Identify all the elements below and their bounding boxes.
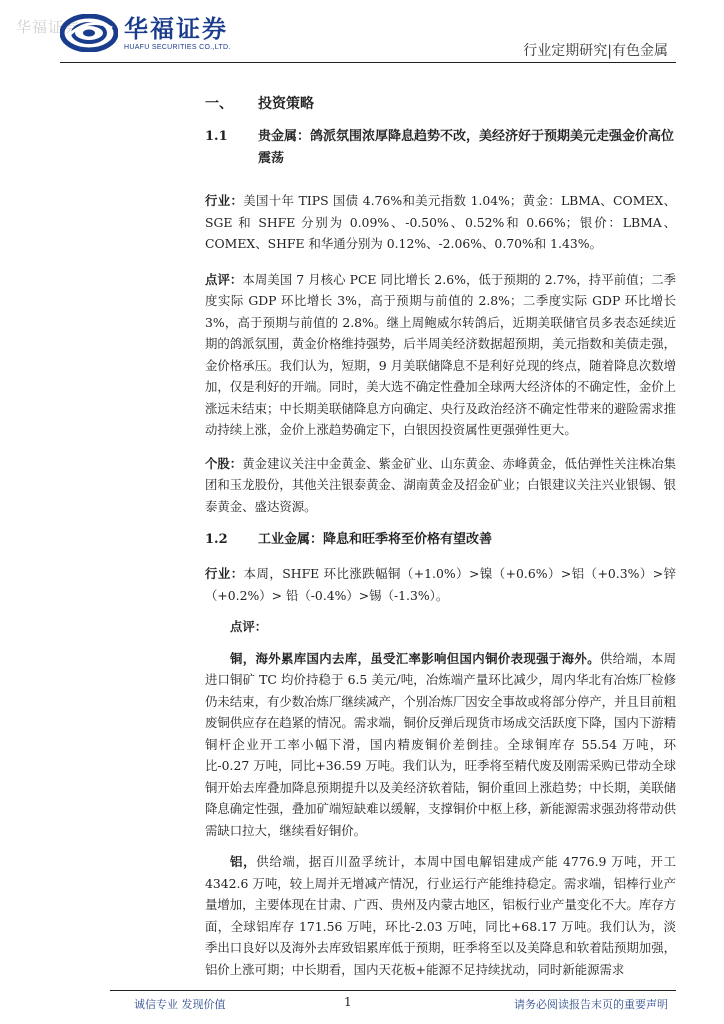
stock-label: 个股： (205, 455, 243, 471)
aluminum-text: 供给端，据百川盈孚统计，本周中国电解铝建成产能 4776.9 万吨，开工 4342.6 万吨，较上周并无增减产情况，行业运行产能维持稳定。需求端，铝棒行业产量增加，主要体现在甘肃、广西、贵州及内蒙古地区，铝板行业产量变化不大。库存方面，全球铝库存 171.56 万吨，环比-2.03 万吨，同比+68.17 万吨。我们认为，淡季出口良好以及海外去库致铝累库低于预期，旺季将至以及美降息和软着陆预期加强，铝价上涨可期；中长期看，国内天花板+能源不足持续扰动，同时新能源需求 (205, 854, 677, 977)
logo-english-name: HUAFU SECURITIES CO.,LTD. (124, 43, 231, 51)
header-divider (60, 62, 676, 63)
subsection-number: 1.1 (205, 129, 228, 144)
subsection-title: 工业金属：降息和旺季将至价格有望改善 (258, 532, 493, 547)
watermark-text: 华福证券 (16, 18, 81, 36)
copper-paragraph (205, 648, 676, 842)
subsection-heading-1-1 (205, 126, 676, 170)
industry-label: 行业： (205, 193, 244, 208)
logo-swirl-icon (60, 14, 118, 52)
industry-label: 行业： (205, 566, 244, 581)
aluminum-paragraph (205, 851, 676, 980)
subsection-heading-1-2 (205, 529, 676, 551)
main-content (205, 90, 676, 980)
stock-text: 黄金建议关注中金黄金、紫金矿业、山东黄金、赤峰黄金，低估弹性关注株冶集团和玉龙股份，其他关注银泰黄金、湖南黄金及招金矿业；白银建议关注兴业银锡、银泰黄金、盛达资源。 (205, 455, 677, 514)
copper-lead: 铜，海外累库国内去库，虽受汇率影响但国内铜价表现强于海外。 (230, 650, 600, 666)
section-heading (205, 90, 676, 118)
comment-text: 本周美国 7 月核心 PCE 同比增长 2.6%，低于预期的 2.7%，持平前值；二季度实际 GDP 环比增长 3%，高于预期与前值的 2.8%；二季度实际 GDP 环比增长 3%，高于预期与前值的 2.8%。继上周鲍威尔转鸽后，近期美联储官员多表态延续近期的鸽派氛围，黄金价格维持强势，后半周美经济数据超预期，美元指数和美债走强，金价格承压。我们认为，短期，9 月美联储降息不是利好兑现的终点，随着降息次数增加，仅是利好的开端。同时，美大选不确定性叠加全球两大经济体的不确定性，金价上涨远未结束；中长期美联储降息方向确定、央行及政治经济不确定性带来的避险需求推动持续上涨，金价上涨趋势确定下，白银因投资属性更强弹性更大。 (205, 271, 676, 437)
section-title: 投资策略 (258, 96, 314, 112)
section-number: 一、 (205, 96, 233, 112)
footer-disclaimer: 请务必阅读报告末页的重要声明 (514, 998, 668, 1011)
page-number: 1 (344, 995, 352, 1009)
precious-comment-paragraph (205, 269, 676, 441)
subsection-title: 贵金属：鸽派氛围浓厚降息趋势不改，美经济好于预期美元走强金价高位震荡 (258, 129, 675, 166)
comment-label: 点评： (230, 619, 268, 634)
precious-industry-paragraph (205, 190, 676, 255)
industry-text: 本周，SHFE 环比涨跌幅铜（+1.0%）>镍（+0.6%）>铝（+0.3%）>锌（+0.2%）> 铅（-0.4%）>锡（-1.3%）。 (205, 566, 676, 603)
report-type-label: 行业定期研究|有色金属 (523, 43, 668, 59)
industry-text: 美国十年 TIPS 国债 4.76%和美元指数 1.04%；黄金：LBMA、COMEX、SGE 和 SHFE 分别为 0.09%、-0.50%、0.52%和 0.66%；银价：LBMA、COMEX、SHFE 和华通分别为 0.12%、-2.06%、0.70%和 1.43%。 (205, 193, 677, 251)
footer-divider (110, 990, 676, 991)
copper-text: 供给端，本周进口铜矿 TC 均价持稳于 6.5 美元/吨，冶炼端产量环比减少，周内华北有冶炼厂检修仍未结束，有少数冶炼厂继续减产，个别冶炼厂因安全事故或将部分停产，并且目前粗废铜供应存在趋紧的情况。需求端，铜价反弹后现货市场成交活跃度下降，国内下游精铜杆企业开工率小幅下滑，国内精废铜价差倒挂。全球铜库存 55.54 万吨，环比-0.27 万吨，同比+36.59 万吨。我们认为，旺季将至精代废及刚需采购已带动全球铜开始去库叠加降息预期提升以及美经济软着陆，铜价重回上涨趋势；中长期，美联储降息确定性强，叠加矿端短缺难以缓解，支撑铜价中枢上移，新能源需求强劲将带动供需缺口拉大，继续看好铜价。 (205, 650, 677, 838)
logo-chinese-name: 华福证券 (124, 14, 228, 43)
comment-label: 点评： (205, 271, 243, 287)
industrial-industry-paragraph (205, 563, 676, 606)
subsection-number: 1.2 (205, 532, 228, 547)
footer-slogan: 诚信专业 发现价值 (134, 998, 226, 1011)
industrial-comment-label-paragraph (205, 616, 676, 638)
precious-stock-paragraph (205, 453, 676, 518)
company-logo (60, 14, 231, 52)
aluminum-lead: 铝， (230, 854, 257, 869)
